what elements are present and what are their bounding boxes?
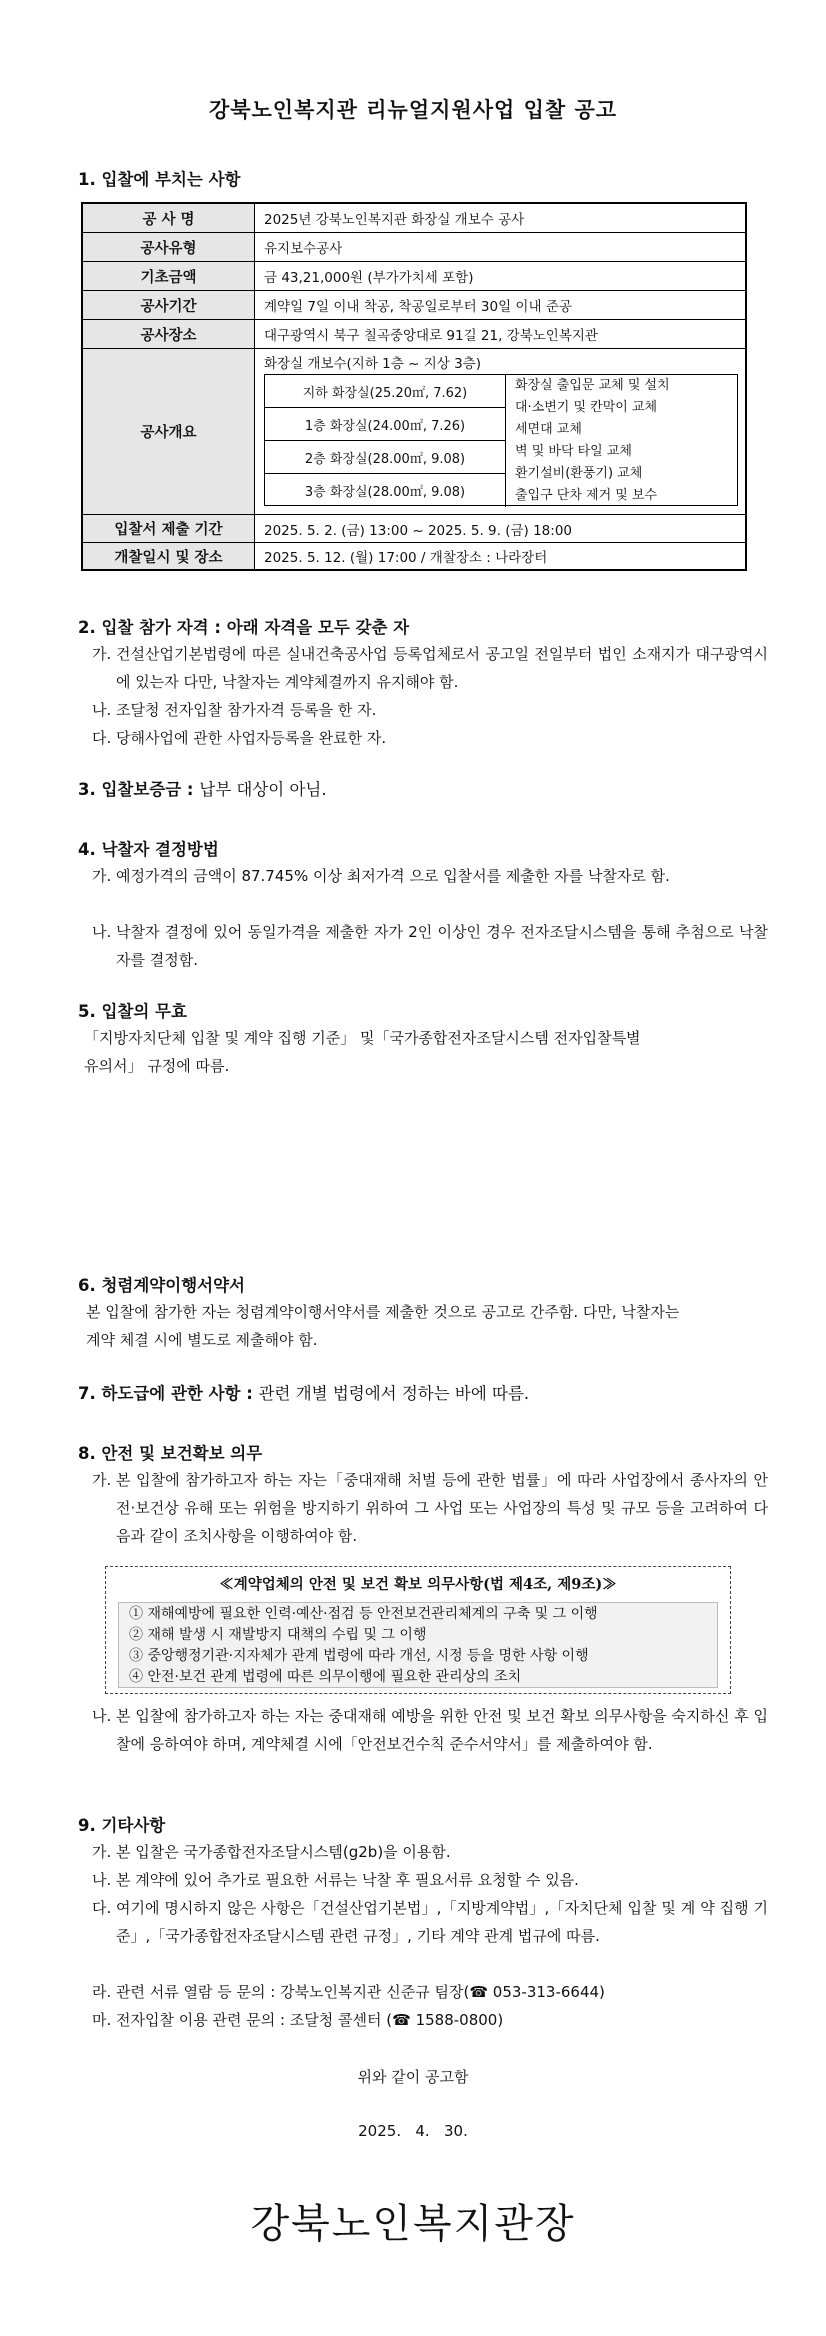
list-item	[92, 1466, 768, 1550]
list-marker: 나.	[92, 1707, 112, 1725]
work-item: 대·소변기 및 칸막이 교체	[515, 400, 658, 415]
list-marker: 가.	[92, 1843, 112, 1861]
list-item	[92, 696, 768, 724]
list-marker: 나.	[92, 923, 112, 941]
signature: 강북노인복지관장	[250, 2201, 576, 2247]
table-row	[83, 262, 745, 291]
closing-text: 위와 같이 공고함	[357, 2068, 469, 2086]
notice-date: 2025. 4. 30.	[358, 2122, 468, 2140]
section-6-line-2: 계약 체결 시에 별도로 제출해야 함.	[86, 1331, 318, 1349]
list-text: 예정가격의 금액이 87.745% 이상 최저가격 으로 입찰서를 제출한 자를 낙찰자로 함.	[116, 867, 670, 885]
row-label: 공 사 명	[83, 204, 255, 232]
table-row	[83, 320, 745, 349]
row-label: 공사유형	[83, 233, 255, 261]
list-marker: 다.	[92, 729, 112, 747]
list-text: 본 계약에 있어 추가로 필요한 서류는 낙찰 후 필요서류 요청할 수 있음.	[116, 1871, 579, 1889]
work-item: 환기설비(환풍기) 교체	[515, 466, 643, 481]
list-marker: 가.	[92, 867, 112, 885]
page-title: 강북노인복지관 리뉴얼지원사업 입찰 공고	[208, 98, 618, 122]
table-row	[83, 515, 745, 543]
section-9-heading: 9. 기타사항	[78, 1816, 166, 1835]
work-item: 화장실 출입문 교체 및 설치	[515, 378, 670, 393]
section-7-label: 7. 하도급에 관한 사항 :	[78, 1384, 253, 1403]
safety-box-title: ≪계약업체의 안전 및 보건 확보 의무사항(법 제4조, 제9조)≫	[219, 1576, 617, 1593]
safety-item: ③ 중앙행정기관·지자체가 관계 법령에 따라 개선, 시정 등을 명한 사항 이행	[129, 1648, 589, 1664]
room-cell: 2층 화장실(28.00㎡, 9.08)	[265, 441, 506, 474]
list-text: 낙찰자 결정에 있어 동일가격을 제출한 자가 2인 이상인 경우 전자조달시스템을 통해 추첨으로 낙찰자를 결정함.	[116, 923, 768, 969]
list-text: 조달청 전자입찰 참가자격 등록을 한 자.	[116, 701, 377, 719]
list-text: 본 입찰에 참가하고자 하는 자는 중대재해 예방을 위한 안전 및 보건 확보 의무사항을 숙지하신 후 입찰에 응하여야 하며, 계약체결 시에「안전보건수칙 준수서약서」를 제출하여야 함.	[116, 1707, 768, 1753]
list-text: 여기에 명시하지 않은 사항은「건설산업기본법」,「지방계약법」,「자치단체 입찰 및 계 약 집행 기준」,「국가종합전자조달시스템 관련 규정」, 기타 계약 관계 법규에 따름.	[116, 1899, 768, 1945]
row-label: 입찰서 제출 기간	[83, 515, 255, 542]
section-5-line-1: 「지방자치단체 입찰 및 계약 집행 기준」 및「국가종합전자조달시스템 전자입찰특별	[84, 1029, 641, 1047]
row-label: 개찰일시 및 장소	[83, 543, 255, 569]
list-marker: 가.	[92, 1471, 112, 1489]
list-marker: 라.	[92, 1983, 112, 2001]
room-cell: 3층 화장실(28.00㎡, 9.08)	[265, 474, 506, 507]
row-value: 유지보수공사	[264, 241, 343, 257]
list-item	[92, 862, 768, 890]
row-value: 금 43,21,000원 (부가가치세 포함)	[264, 270, 474, 286]
table-row	[83, 543, 745, 569]
list-text: 본 입찰에 참가하고자 하는 자는「중대재해 처벌 등에 관한 법률」에 따라 사업장에서 종사자의 안전·보건상 유해 또는 위험을 방지하기 위하여 그 사업 또는 사업장의 특성 및 규모 등을 고려하여 다음과 같이 조치사항을 이행하여야 함.	[116, 1471, 768, 1545]
list-marker: 가.	[92, 645, 112, 663]
list-item	[92, 918, 768, 974]
list-text: 본 입찰은 국가종합전자조달시스템(g2b)을 이용함.	[116, 1843, 451, 1861]
room-cell: 1층 화장실(24.00㎡, 7.26)	[265, 408, 506, 441]
safety-duty-box	[105, 1566, 731, 1694]
list-item	[92, 640, 768, 696]
section-5-line-2: 유의서」 규정에 따름.	[84, 1057, 230, 1075]
row-label: 기초금액	[83, 262, 255, 290]
list-item	[92, 1702, 768, 1758]
list-text: 당해사업에 관한 사업자등록을 완료한 자.	[116, 729, 387, 747]
list-item	[92, 1894, 768, 1950]
work-item: 출입구 단차 제거 및 보수	[515, 488, 658, 503]
list-item	[92, 2006, 768, 2034]
section-6-heading: 6. 청렴계약이행서약서	[78, 1276, 245, 1295]
row-value: 화장실 개보수(지하 1층 ~ 지상 3층)	[264, 356, 481, 372]
section-3-heading	[78, 776, 327, 800]
safety-item: ① 재해예방에 필요한 인력·예산·점검 등 안전보건관리체계의 구축 및 그 이행	[129, 1606, 598, 1622]
row-label: 공사장소	[83, 320, 255, 348]
table-row	[83, 204, 745, 233]
list-item	[92, 1978, 768, 2006]
list-item	[92, 1866, 768, 1894]
list-text: 관련 서류 열람 등 문의 : 강북노인복지관 신준규 팀장(☎ 053-313-6644)	[116, 1983, 605, 2001]
section-7-text: 관련 개별 법령에서 정하는 바에 따름.	[258, 1384, 530, 1403]
list-text: 전자입찰 이용 관련 문의 : 조달청 콜센터 (☎ 1588-0800)	[116, 2011, 504, 2029]
safety-item: ② 재해 발생 시 재발방지 대책의 수립 및 그 이행	[129, 1627, 427, 1643]
list-marker: 나.	[92, 701, 112, 719]
section-5-heading: 5. 입찰의 무효	[78, 1002, 187, 1021]
section-4-heading: 4. 낙찰자 결정방법	[78, 840, 219, 859]
section-8-heading: 8. 안전 및 보건확보 의무	[78, 1444, 263, 1463]
table-row	[83, 291, 745, 320]
row-value: 2025년 강북노인복지관 화장실 개보수 공사	[264, 212, 525, 228]
section-3-label: 3. 입찰보증금 :	[78, 780, 194, 799]
section-1-heading: 1. 입찰에 부치는 사항	[78, 170, 241, 189]
list-item	[92, 1838, 768, 1866]
overview-subtable	[264, 374, 738, 506]
list-text: 건설산업기본법령에 따른 실내건축공사업 등록업체로서 공고일 전일부터 법인 소재지가 대구광역시에 있는자 다만, 낙찰자는 계약체결까지 유지해야 함.	[116, 645, 768, 691]
row-value: 2025. 5. 2. (금) 13:00 ~ 2025. 5. 9. (금) 18:00	[264, 522, 572, 539]
row-value: 계약일 7일 이내 착공, 착공일로부터 30일 이내 준공	[264, 299, 572, 315]
list-marker: 다.	[92, 1899, 112, 1917]
row-label: 공사기간	[83, 291, 255, 319]
list-marker: 마.	[92, 2011, 112, 2029]
list-marker: 나.	[92, 1871, 112, 1889]
safety-box-list	[118, 1602, 718, 1688]
work-item: 벽 및 바닥 타일 교체	[515, 444, 632, 459]
row-value: 대구광역시 북구 칠곡중앙대로 91길 21, 강북노인복지관	[264, 328, 598, 344]
row-value: 2025. 5. 12. (월) 17:00 / 개찰장소 : 나라장터	[264, 550, 548, 566]
work-item: 세면대 교체	[515, 422, 582, 437]
section-6-line-1: 본 입찰에 참가한 자는 청렴계약이행서약서를 제출한 것으로 공고로 간주함. 다만, 낙찰자는	[86, 1303, 680, 1321]
section-7-heading	[78, 1380, 529, 1404]
room-cell: 지하 화장실(25.20㎡, 7.62)	[265, 375, 506, 408]
section-3-text: 납부 대상이 아님.	[199, 780, 327, 799]
row-label: 공사개요	[83, 349, 255, 514]
list-item	[92, 724, 768, 752]
section-2-heading: 2. 입찰 참가 자격 : 아래 자격을 모두 갖춘 자	[78, 618, 410, 637]
safety-item: ④ 안전·보건 관계 법령에 따른 의무이행에 필요한 관리상의 조치	[129, 1669, 522, 1685]
table-row	[83, 233, 745, 262]
